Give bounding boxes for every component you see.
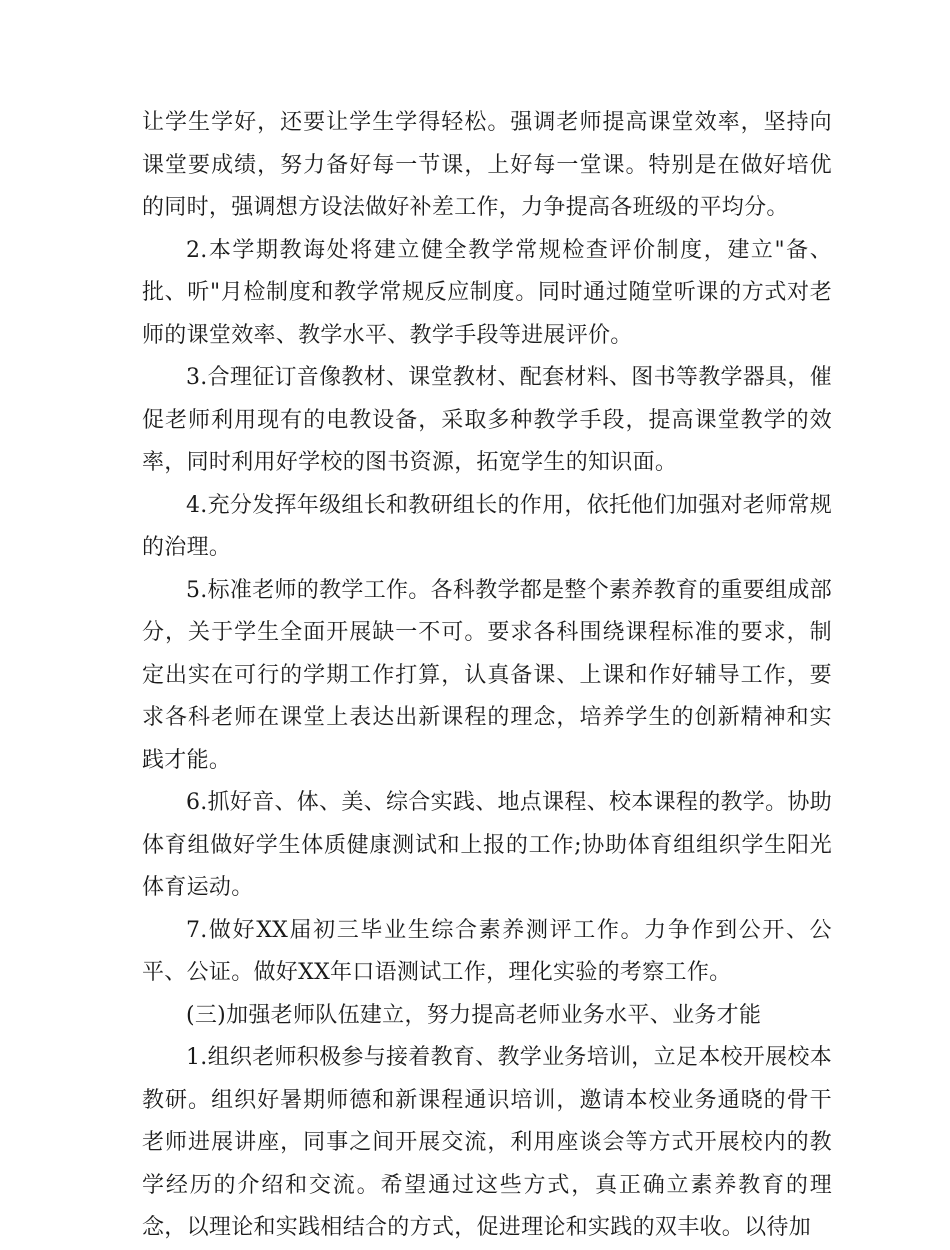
paragraph-continuation: 让学生学好，还要让学生学得轻松。强调老师提高课堂效率，坚持向课堂要成绩，努力备好每一节课，上好每一堂课。特别是在做好培优的同时，强调想方设法做好补差工作，力争提高各班级的平均分。 xyxy=(142,110,832,220)
paragraph-section3-item-1: 1.组织老师积极参与接着教育、教学业务培训，立足本校开展校本教研。组织好暑期师德和新课程通识培训，邀请本校业务通晓的骨干老师进展讲座，同事之间开展交流，利用座谈会等方式开展校内的教学经历的介绍和交流。希望通过这些方式，真正确立素养教育的理念，以理论和实践相结合的方式，促进理论和实践的双丰收。以待加 xyxy=(142,1045,832,1240)
paragraph-item-4: 4.充分发挥年级组长和教研组长的作用，依托他们加强对老师常规的治理。 xyxy=(142,492,832,560)
section-heading-3: (三)加强老师队伍建立，努力提高老师业务水平、业务才能 xyxy=(186,1002,762,1028)
paragraph-item-2: 2.本学期教诲处将建立健全教学常规检查评价制度，建立"备、批、听"月检制度和教学常规反应制度。同时通过随堂听课的方式对老师的课堂效率、教学水平、教学手段等进展评价。 xyxy=(142,237,832,348)
paragraph-item-5: 5.标准老师的教学工作。各科教学都是整个素养教育的重要组成部分，关于学生全面开展缺一不可。要求各科围绕课程标准的要求，制定出实在可行的学期工作打算，认真备课、上课和作好辅导工作，要求各科老师在课堂上表达出新课程的理念，培养学生的创新精神和实践才能。 xyxy=(142,577,832,773)
paragraph-item-6: 6.抓好音、体、美、综合实践、地点课程、校本课程的教学。协助体育组做好学生体质健康测试和上报的工作;协助体育组组织学生阳光体育运动。 xyxy=(142,790,832,900)
document-page xyxy=(142,102,832,1250)
paragraph-item-7: 7.做好XX届初三毕业生综合素养测评工作。力争作到公开、公平、公证。做好XX年口语测试工作，理化实验的考察工作。 xyxy=(142,917,832,985)
paragraph-item-3: 3.合理征订音像教材、课堂教材、配套材料、图书等教学器具，催促老师利用现有的电教设备，采取多种教学手段，提高课堂教学的效率，同时利用好学校的图书资源，拓宽学生的知识面。 xyxy=(142,365,832,475)
